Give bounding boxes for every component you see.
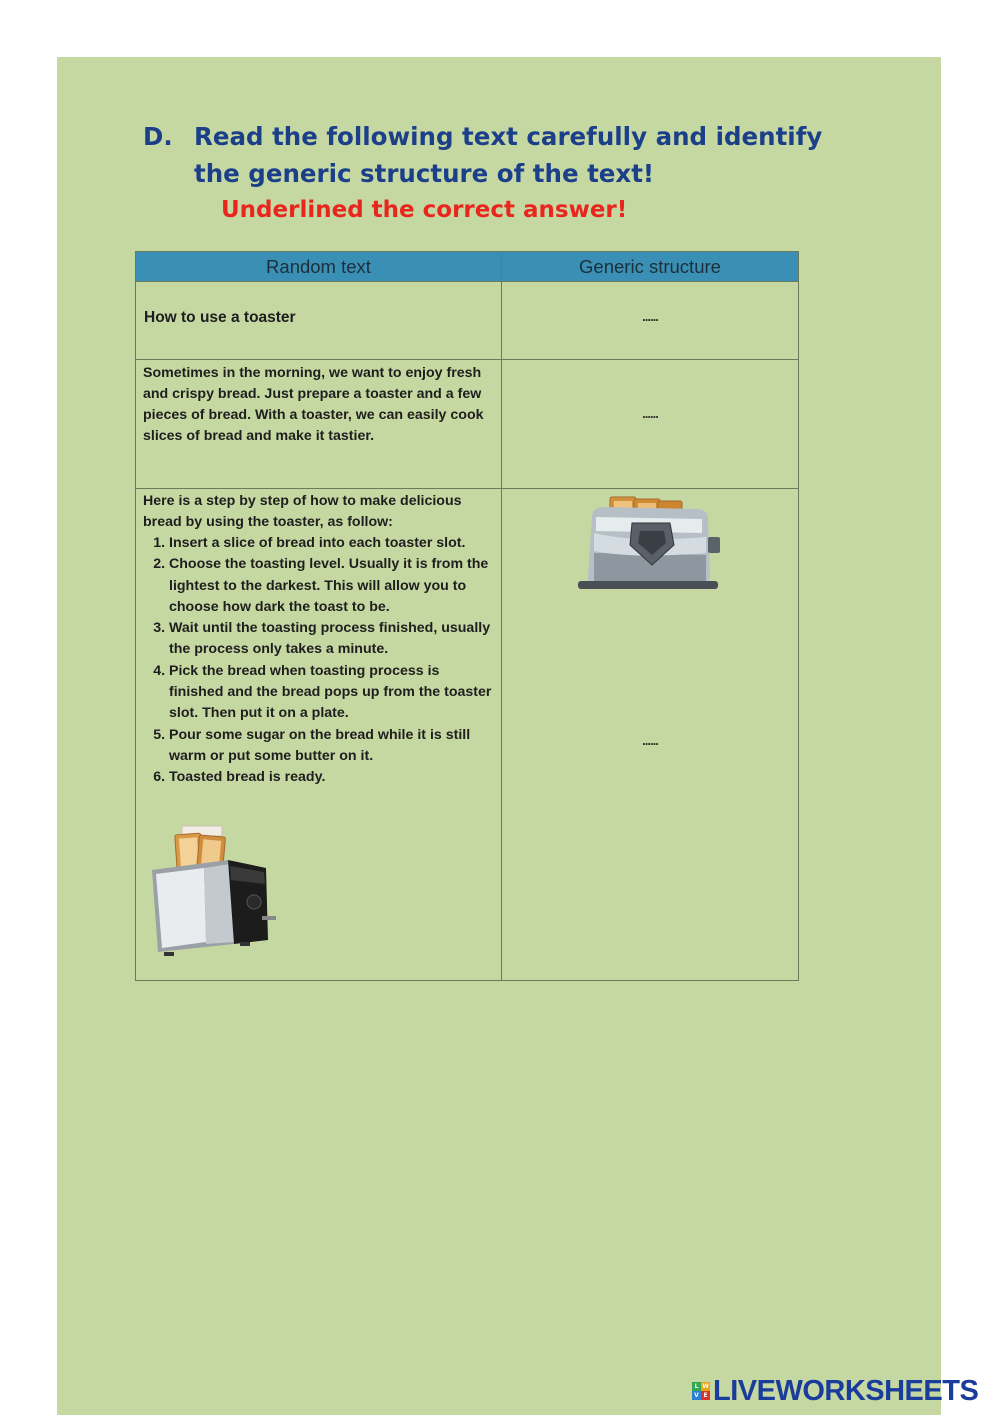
list-item: 5. Pour some sugar on the bread while it is still warm or put some butter on it.: [169, 725, 497, 768]
table-row: [136, 360, 799, 489]
steps-cell: [136, 489, 502, 981]
title-answer-cell[interactable]: [502, 282, 799, 360]
toaster-icon: [578, 497, 720, 589]
orientation-text: Sometimes in the morning, we want to enjoy fresh and crispy bread. Just prepare a toaster and a few pieces of bread. With a toaster, we can easily cook slices of bread and make it tastier.: [143, 365, 484, 444]
table-row: [136, 282, 799, 360]
orientation-cell: [136, 360, 502, 489]
answer-blank[interactable]: ......: [642, 733, 658, 748]
title-text: How to use a toaster: [144, 309, 296, 326]
steps-list: [136, 533, 501, 789]
list-item: 1. Insert a slice of bread into each toaster slot.: [169, 533, 497, 554]
steps-intro: Here is a step by step of how to make delicious bread by using the toaster, as follow:: [143, 493, 462, 530]
list-item: 4. Pick the bread when toasting process is finished and the bread pops up from the toaster slot. Then put it on a plate.: [169, 661, 497, 725]
header-generic-structure: Generic structure: [502, 252, 799, 282]
answer-blank[interactable]: ......: [642, 309, 658, 324]
list-item: 6. Toasted bread is ready.: [169, 767, 497, 788]
question-letter: D.: [143, 122, 173, 151]
list-item: 2. Choose the toasting level. Usually it is from the lightest to the darkest. This will allow you to choose how dark the toast to be.: [169, 554, 497, 618]
watermark-text: LIVEWORKSHEETS: [713, 1374, 979, 1407]
toaster-icon: [152, 826, 276, 956]
header-random-text: Random text: [136, 252, 502, 282]
answer-blank[interactable]: ......: [642, 406, 658, 421]
table-row: [136, 489, 799, 981]
structure-table: [135, 251, 799, 981]
instruction-text: Underlined the correct answer!: [221, 197, 628, 223]
toaster-image: [144, 824, 284, 964]
toaster-image: [574, 493, 726, 597]
question-text: Read the following text carefully and identify the generic structure of the text!: [194, 122, 823, 188]
title-cell: [136, 282, 502, 360]
orientation-answer-cell[interactable]: [502, 360, 799, 489]
liveworksheets-logo-icon: L W V E: [692, 1382, 710, 1400]
table-header-row: [136, 252, 799, 282]
steps-answer-cell[interactable]: [502, 489, 799, 981]
liveworksheets-watermark: [692, 1375, 978, 1407]
list-item: 3. Wait until the toasting process finished, usually the process only takes a minute.: [169, 618, 497, 661]
